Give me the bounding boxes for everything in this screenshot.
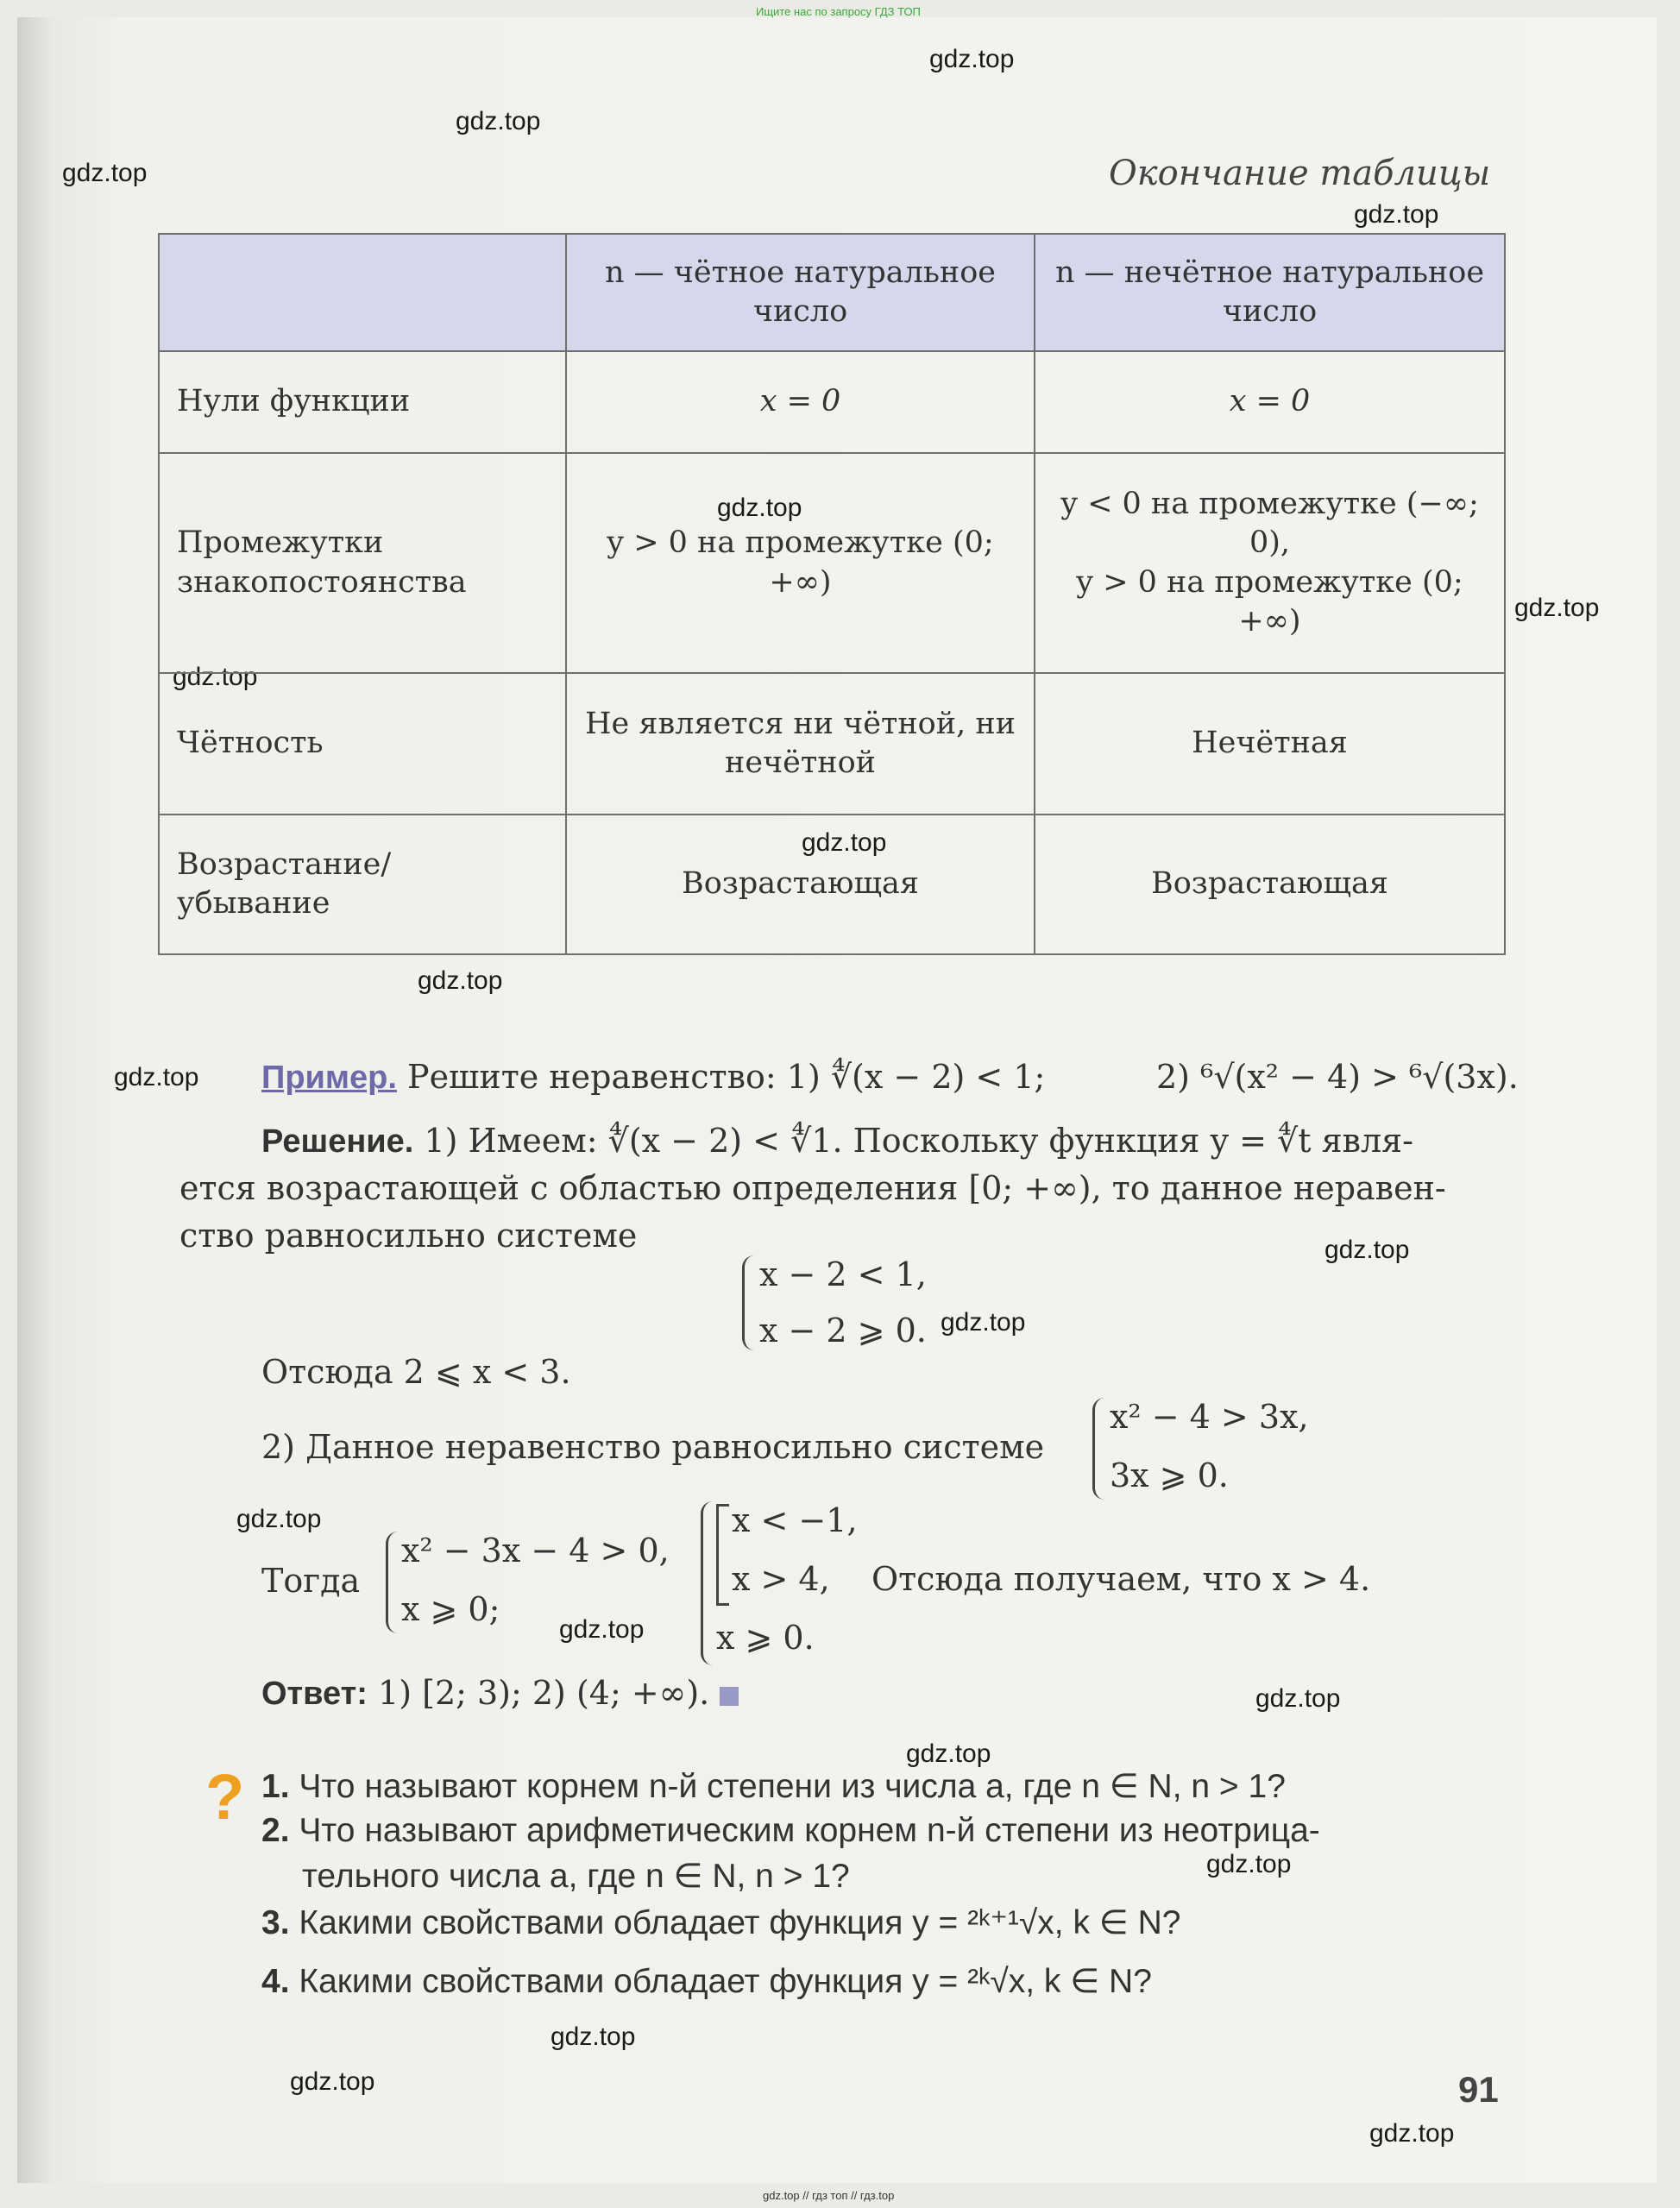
answer-line: [261, 1674, 739, 1713]
watermark: gdz.top: [1514, 594, 1600, 622]
question-text: Какими свойствами обладает функция y = ²ᵏ⁺¹√x, k ∈ N?: [299, 1904, 1181, 1941]
example-task-2: 2) ⁶√(x² − 4) > ⁶√(3x).: [1156, 1058, 1519, 1096]
cell-zeros-even: x = 0: [566, 351, 1035, 453]
watermark: gdz.top: [941, 1308, 1026, 1337]
system4-line3: x ⩾ 0.: [716, 1619, 815, 1657]
row-label-parity: Чётность: [159, 673, 566, 815]
example-label: Пример.: [261, 1060, 397, 1096]
cell-zeros-odd: x = 0: [1035, 351, 1505, 453]
cell-sign-odd: [1035, 453, 1505, 673]
cell-parity-even: Не является ни чётной, ни нечётной: [566, 673, 1035, 815]
cell-sign-odd-line1: y < 0 на промежутке (−∞; 0),: [1060, 486, 1479, 560]
header-empty-cell: [159, 234, 566, 351]
question-number: 2.: [261, 1812, 290, 1849]
watermark: gdz.top: [551, 2022, 636, 2051]
bottom-note: gdz.top // гдз топ // гдз.top: [763, 2189, 895, 2202]
end-of-proof-icon: [720, 1687, 739, 1706]
system3-line1: x² − 3x − 4 > 0,: [401, 1532, 670, 1570]
watermark: gdz.top: [62, 159, 148, 187]
page-number: 91: [1458, 2069, 1499, 2110]
solution-line-2: ется возрастающей с областью определения [0; +∞), то данное неравен-: [179, 1169, 1446, 1207]
system1-line1: x − 2 < 1,: [759, 1255, 927, 1293]
solution-line-1: [261, 1122, 1413, 1161]
watermark: gdz.top: [1206, 1850, 1292, 1878]
row-label-monotonicity: Возрастание/ убывание: [159, 815, 566, 954]
system3-line2: x ⩾ 0;: [401, 1590, 500, 1628]
question-1: [261, 1767, 1286, 1806]
header-even: n — чётное натуральное число: [566, 234, 1035, 351]
solution-line-3: ство равносильно системе: [179, 1217, 638, 1255]
question-number: 3.: [261, 1904, 290, 1941]
watermark: gdz.top: [236, 1505, 322, 1533]
top-note: Ищите нас по запросу ГДЗ ТОП: [756, 5, 921, 18]
question-mark-icon: ?: [205, 1761, 245, 1833]
answer-text: 1) [2; 3); 2) (4; +∞).: [378, 1674, 710, 1712]
watermark: gdz.top: [1369, 2119, 1455, 2148]
watermark: gdz.top: [418, 966, 503, 995]
cell-sign-odd-line2: y > 0 на промежутке (0; +∞): [1076, 564, 1463, 638]
row-label-sign: Промежутки знакопостоянства: [159, 453, 566, 673]
question-text: Какими свойствами обладает функция y = ²ᵏ√x, k ∈ N?: [299, 1963, 1152, 2000]
watermark: gdz.top: [802, 828, 887, 857]
question-number: 4.: [261, 1963, 290, 2000]
conclusion: Отсюда получаем, что x > 4.: [871, 1560, 1371, 1598]
watermark: gdz.top: [173, 663, 258, 691]
cell-sign-even: y > 0 на промежутке (0; +∞): [566, 453, 1035, 673]
question-4: [261, 1962, 1152, 2001]
question-2-continued: тельного числа a, где n ∈ N, n > 1?: [302, 1858, 850, 1895]
example-statement: [261, 1058, 1045, 1097]
cell-parity-odd: Нечётная: [1035, 673, 1505, 815]
part2-text: 2) Данное неравенство равносильно системе: [261, 1428, 1045, 1466]
watermark: gdz.top: [1354, 200, 1439, 229]
system4-line2: x > 4,: [732, 1560, 830, 1598]
question-text: Что называют арифметическим корнем n-й степени из неотрица-: [299, 1812, 1320, 1849]
watermark: gdz.top: [1324, 1236, 1410, 1264]
union-bracket: [716, 1504, 729, 1606]
properties-table: [158, 233, 1506, 955]
question-text: Что называют корнем n-й степени из числа a, где n ∈ N, n > 1?: [299, 1768, 1286, 1805]
example-task: Решите неравенство: 1) ∜(x − 2) < 1;: [407, 1058, 1046, 1096]
then-label: Тогда: [261, 1562, 361, 1600]
system4-line1: x < −1,: [732, 1501, 858, 1539]
system-brace: [1092, 1398, 1109, 1500]
watermark: gdz.top: [717, 494, 802, 522]
hence-1: Отсюда 2 ⩽ x < 3.: [261, 1353, 571, 1391]
system2-line1: x² − 4 > 3x,: [1110, 1398, 1309, 1436]
watermark: gdz.top: [929, 45, 1015, 73]
solution-text-1: 1) Имеем: ∜(x − 2) < ∜1. Поскольку функция y = ∜t явля-: [424, 1122, 1413, 1160]
question-2: [261, 1812, 1320, 1850]
system1-line2: x − 2 ⩾ 0.: [759, 1312, 927, 1349]
system2-line2: 3x ⩾ 0.: [1110, 1456, 1229, 1494]
answer-label: Ответ:: [261, 1676, 368, 1712]
watermark: gdz.top: [114, 1063, 199, 1091]
cell-mono-even: Возрастающая: [566, 815, 1035, 954]
table-caption: Окончание таблицы: [1109, 154, 1491, 193]
watermark: gdz.top: [456, 107, 541, 135]
solution-label: Решение.: [261, 1123, 414, 1160]
watermark: gdz.top: [559, 1615, 645, 1644]
system-brace: [386, 1532, 402, 1633]
question-number: 1.: [261, 1768, 290, 1805]
system-brace: [742, 1255, 758, 1350]
watermark: gdz.top: [906, 1739, 991, 1768]
watermark: gdz.top: [1255, 1684, 1341, 1713]
system-brace: [701, 1501, 717, 1665]
question-3: [261, 1903, 1180, 1942]
row-label-zeros: Нули функции: [159, 351, 566, 453]
header-odd: n — нечётное натуральное число: [1035, 234, 1505, 351]
cell-mono-odd: Возрастающая: [1035, 815, 1505, 954]
watermark: gdz.top: [290, 2067, 375, 2096]
